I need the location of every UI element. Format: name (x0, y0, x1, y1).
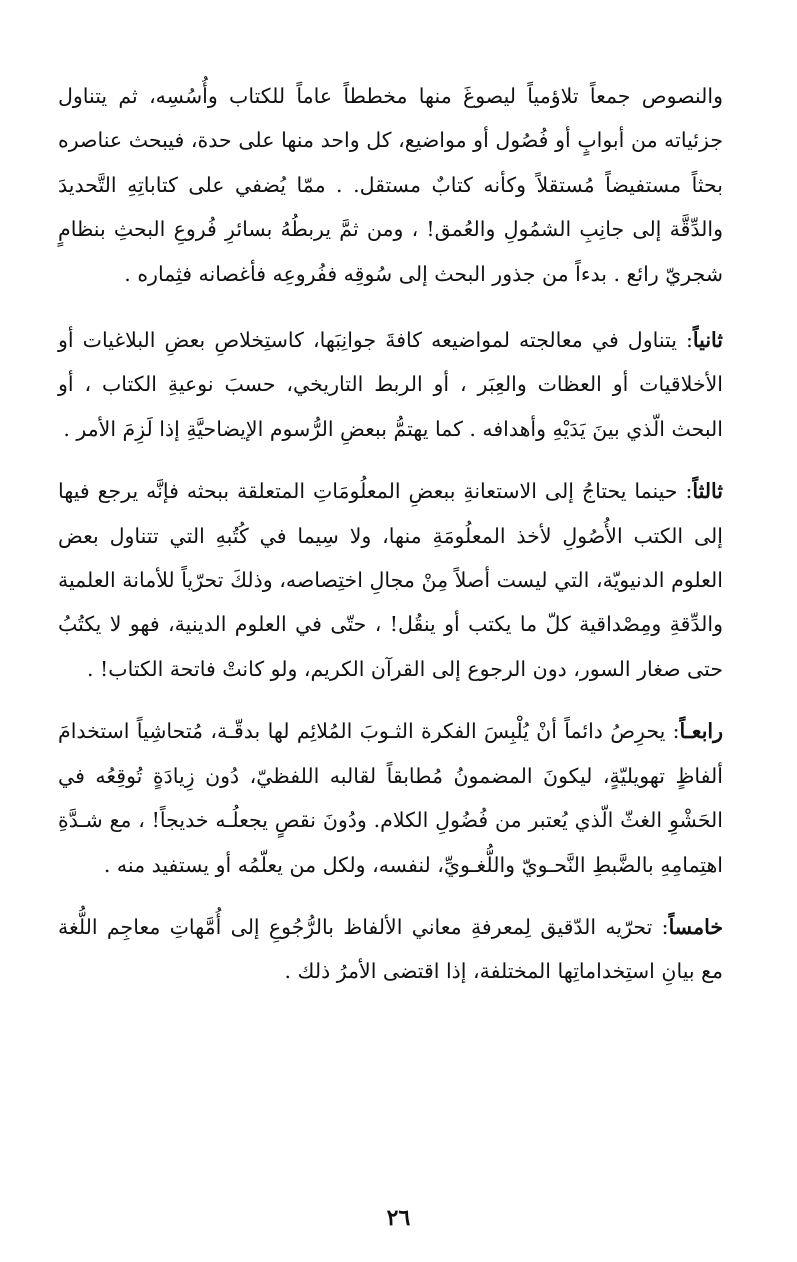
paragraph-text: والنصوص جمعاً تلاؤمياً ليصوغَ منها مخططاً عاماً للكتاب وأُسُسِه، ثم يتناول جزئياته من أبوابٍ أو فُصُول أو مواضيع، كل واحد منها على حدة، فيبحث عناصره بحثاً مستفيضاً مُستقلاً وكأنه كتابٌ مستقل. . ممّا يُضفي على كتاباتِهِ التَّحديدَ والدِّقَّة إلى جانِبِ الشمُولِ والعُمق! ، ومن ثمَّ يربطُهُ بسائرِ فُروعِ البحثِ بنظامٍ شجريّ رائع . بدءاً من جذور البحث إلى سُوقِه ففُروعِه فأغصانه فثِماره . (58, 84, 723, 286)
paragraph-fourth (58, 709, 723, 887)
paragraph-fifth (58, 905, 723, 994)
page-body (58, 74, 723, 1012)
page-number: ٢٦ (386, 1205, 411, 1231)
paragraph-text: : تحرّيه الدّقيق لِمعرفةِ معاني الألفاظ بالرُّجُوعِ إلى أُمَّهاتِ معاجِم اللُّغة مع بيانِ استِخداماتِها المختلفة، إذا اقتضى الأمرُ ذلك . (58, 914, 723, 984)
paragraph-lead: رابعـاً (679, 719, 723, 744)
paragraph-text: : يتناول في معالجته لمواضيعه كافةَ جوانِبَها، كاستِخلاصِ بعضِ البلاغيات أو الأخلاقيات أو العظات والعِبَر ، أو الربط التاريخي، حسبَ نوعيةِ الكتاب ، أو البحث الّذي بينَ يَدَيْهِ وأهدافه . كما يهتمُّ ببعضِ الرُّسوم الإيضاحيَّةِ إذا لَزِمَ الأمر . (58, 328, 723, 441)
paragraph-text: : حينما يحتاجُ إلى الاستعانةِ ببعضِ المعلُومَاتِ المتعلقة ببحثه فإنَّه يرجع فيها إلى الكتب الأُصُولِ لأخذ المعلُومَةِ منها، ولا سِيما في كُتُبهِ التي تتناول بعض العلوم الدنيويّة، التي ليست أصلاً مِنْ مجالِ اختِصاصه، وذلكَ تحرّياً للأمانة العلمية والدِّقةِ ومِصْداقية كلّ ما يكتب أو ينقُل! ، حتّى في العلوم الدينية، فهو لا يكتُبُ حتى صغار السور، دون الرجوع إلى القرآن الكريم، ولو كانتْ فاتحة الكتاب! . (58, 479, 723, 681)
paragraph-text: : يحرِصُ دائماً أنْ يُلْبِسَ الفكرة الثـوبَ المُلائِم لها بدقّـة، مُتحاشِياً استخدامَ ألفاظٍ تهويليّةٍ، ليكونَ المضمونُ مُطابقاً لقالبه اللفظيّ، دُون زِيادَةٍ تُوقِعُه في الحَشْوِ الغثّ الّذي يُعتبر من فُضُولِ الكلام. ودُونَ نقصٍ يجعلُـه خديجاً! ، مع شـدَّةِ اهتِمامِهِ بالضَّبطِ النَّحـويّ واللُّغـويِّ، لنفسه، ولكل من يعلّمُه أو يستفيد منه . (58, 719, 723, 877)
paragraph-second (58, 318, 723, 451)
paragraph-third (58, 469, 723, 691)
paragraph-intro (58, 74, 723, 296)
paragraph-lead: خامساً (668, 914, 723, 939)
paragraph-lead: ثانياً (692, 328, 723, 353)
paragraph-lead: ثالثاً (692, 479, 723, 504)
